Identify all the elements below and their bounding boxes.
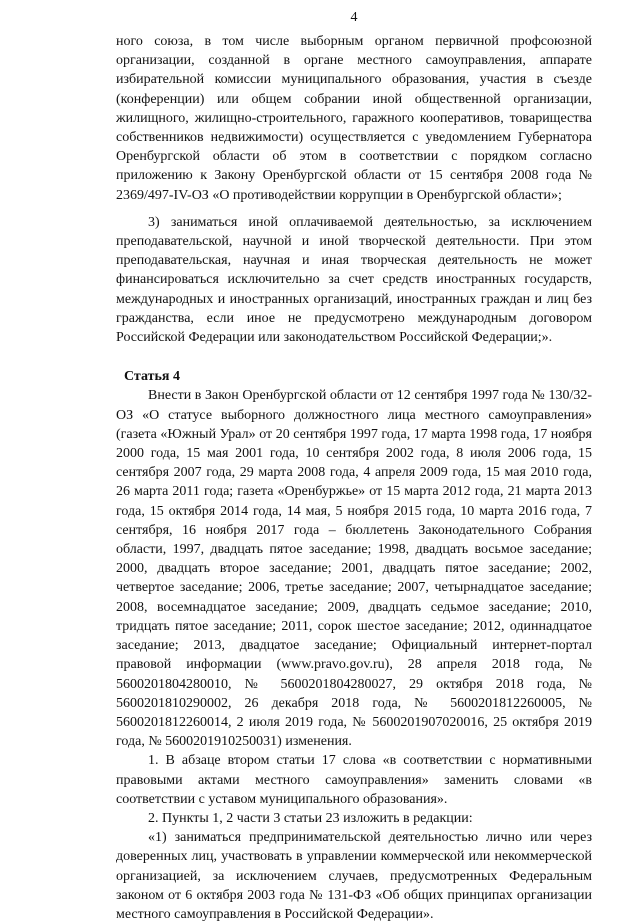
article-intro: Внести в Закон Оренбургской области от 12 сентября 1997 года № 130/32-ОЗ «О статусе выборного должностного лица местного самоуправления» (газета «Южный Урал» от 20 сентября 1997 года, 17 марта 1998 года, 17 ноября 2000 года, 15 мая 2001 года, 10 сентября 2002 года, 8 июля 2006 года, 15 сентября 2007 года, 29 марта 2008 года, 4 апреля 2009 года, 15 мая 2010 года, 26 марта 2011 года; газета «Оренбуржье» от 15 марта 2012 года, 21 марта 2013 года, 15 октября 2014 года, 14 мая, 5 ноября 2015 года, 10 марта 2016 года, 7 сентября, 16 ноября 2017 года – бюллетень Законодательного Собрания области, 1997, двадцать пятое заседание; 1998, двадцать восьмое заседание; 2000, двадцать второе заседание; 2001, двадцать пятое заседание; 2002, четвертое заседание; 2006, третье заседание; 2007, четырнадцатое заседание; 2008, восемнадцатое заседание; 2009, двадцать седьмое заседание; 2010, тридцать пятое заседание; 2011, сорок шестое заседание; 2012, одиннадцатое заседание; 2013, двадцатое заседание; Официальный интернет-портал правовой информации (www.pravo.gov.ru), 28 апреля 2018 года, № 5600201804280010, № 5600201804280027, 29 октября 2018 года, № 5600201810290002, 26 декабря 2018 года, № 5600201812260005, № 5600201812260014, 2 июля 2019 года, № 5600201907020016, 25 октября 2019 года, № 5600201910250031) изменения.	[116, 388, 592, 750]
paragraph-continuation: ного союза, в том числе выборным органом первичной профсоюзной организации, созданной в органе местного самоуправления, аппарате избирательной комиссии муниципального образования, участия в съезде (конференции) или общем собрании иной общественной организации, жилищного, жилищно-строительного, гаражного кооперативов, товарищества собственников недвижимости) осуществляется с уведомлением Губернатора Оренбургской области об этом в соответствии с порядком согласно приложению к Закону Оренбургской области от 15 сентября 2008 года № 2369/497-IV-ОЗ «О противодействии коррупции в Оренбургской области»;	[116, 34, 592, 203]
paragraph-item-3: 3) заниматься иной оплачиваемой деятельностью, за исключением преподавательской, научной и иной творческой деятельности. При этом преподавательская, научная и иная творческая деятельность не может финансироваться исключительно за счет средств иностранных государств, международных и иностранных организаций, иностранных граждан и лиц без гражданства, если иное не предусмотрено международным договором Российской Федерации или законодательством Российской Федерации;».	[116, 214, 592, 346]
amendment-item-1: 1. В абзаце втором статьи 17 слова «в соответствии с нормативными правовыми актами местного самоуправления» заменить словами «в соответствии с уставом муниципального образования».	[116, 753, 592, 807]
amendment-item-2: 2. Пункты 1, 2 части 3 статьи 23 изложить в редакции:	[148, 810, 473, 826]
amendment-subitem-1: «1) заниматься предпринимательской деятельностью лично или через доверенных лиц, участвовать в управлении коммерческой или некоммерческой организацией, за исключением случаев, предусмотренных Федеральным законом от 6 октября 2003 года № 131-ФЗ «Об общих принципах организации местного самоуправления в Российской Федерации».	[116, 830, 592, 922]
article-title: Статья 4	[124, 369, 180, 385]
page-number: 4	[350, 10, 358, 25]
